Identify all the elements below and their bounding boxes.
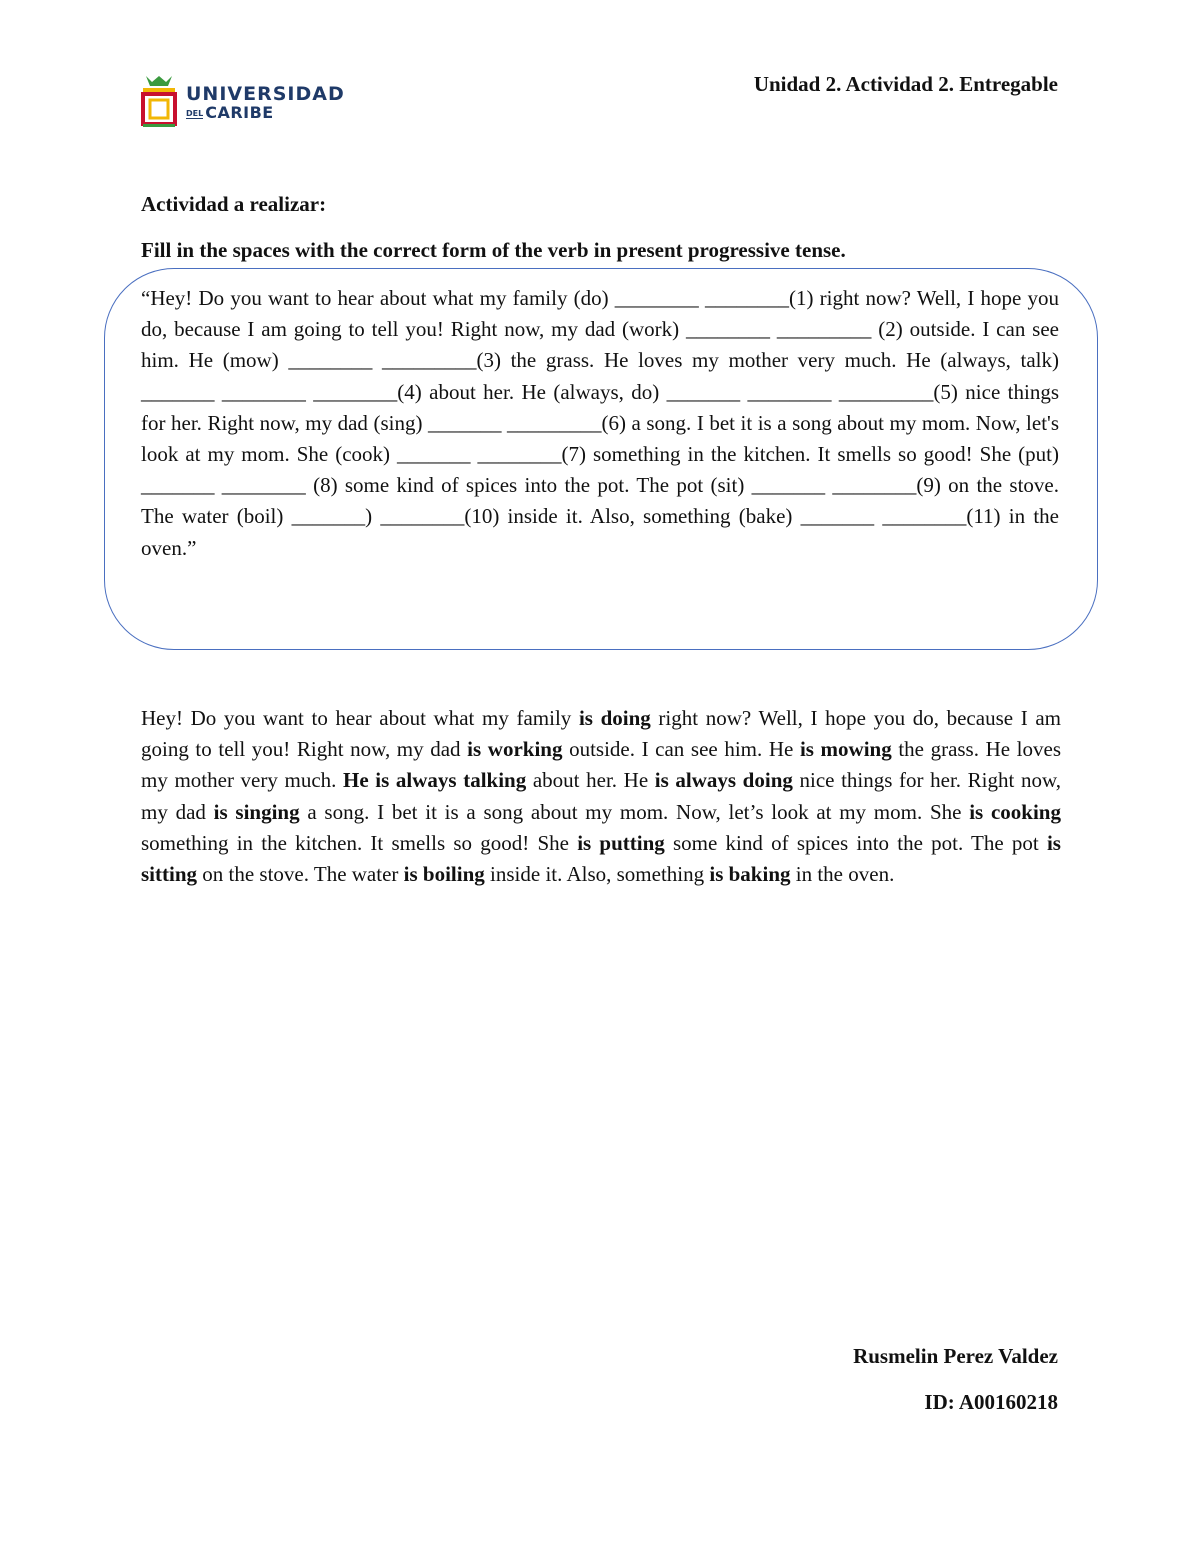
student-id: ID: A00160218 xyxy=(924,1390,1058,1414)
document-title: Unidad 2. Actividad 2. Entregable xyxy=(753,72,1058,96)
logo-line-1: UNIVERSIDAD xyxy=(186,83,345,105)
logo-line-2 xyxy=(186,104,345,123)
answer-text-segment: about her. He xyxy=(526,768,655,793)
answer-text-segment: inside it. Also, something xyxy=(484,862,710,887)
answer-verb: is putting xyxy=(577,830,665,855)
answer-verb: He is always talking xyxy=(343,768,527,793)
answer-verb: is sitting xyxy=(141,830,1061,887)
answer-verb: is singing xyxy=(213,799,300,824)
logo-del: DEL xyxy=(186,108,204,118)
answer-verb: is cooking xyxy=(969,799,1061,824)
answer-verb: is always doing xyxy=(654,768,793,793)
answer-text-segment: some kind of spices into the pot. The pot xyxy=(664,830,1047,855)
answer-text-segment: nice things for her. Right now, my dad xyxy=(141,768,1062,824)
answer-verb: is mowing xyxy=(799,737,892,762)
answer-text-segment: on the stove. The water xyxy=(197,862,404,887)
answer-text-segment: a song. I bet it is a song about my mom. Now, let’s look at my mom. She xyxy=(299,799,970,824)
author-name: Rusmelin Perez Valdez xyxy=(853,1344,1058,1368)
answer-text-segment: Hey! Do you want to hear about what my family xyxy=(141,706,579,730)
answer-verb: is baking xyxy=(709,862,791,887)
answer-text-segment: outside. I can see him. He xyxy=(562,737,800,762)
answer-verb: is working xyxy=(467,737,563,762)
answer-paragraph xyxy=(141,703,1061,890)
university-logo xyxy=(140,66,345,130)
answer-verb: is doing xyxy=(578,706,651,730)
university-logo-icon xyxy=(140,72,178,128)
exercise-text: “Hey! Do you want to hear about what my family (do) ________ ________(1) right now? Well, I hope you do, because I am going to tell you! Right now, my dad (work) ________ _________ (2) outside. I can see him. He (mow) ________ _________(3) the grass. He loves my mother very much. He (always, talk) _______ ________ ________(4) about her. He (always, do) _______ ________ _________(5) nice things for her. Right now, my dad (sing) _______ _________(6) a song. I bet it is a song about my mom. Now, let's look at my mom. She (cook) _______ ________(7) something in the kitchen. It smells so good! She (put) _______ ________ (8) some kind of spices into the pot. The pot (sit) _______ ________(9) on the stove. The water (boil) _______) ________(10) inside it. Also, something (bake) _______ ________(11) in the oven.” xyxy=(141,286,1059,560)
answer-text-segment: something in the kitchen. It smells so good! She xyxy=(141,830,578,855)
logo-caribe: CARIBE xyxy=(205,103,274,122)
activity-heading: Actividad a realizar: xyxy=(141,192,327,216)
activity-instructions: Fill in the spaces with the correct form of the verb in present progressive tense. xyxy=(141,238,846,262)
answer-text-segment: right now? Well, I hope you do, because I am going to tell you! Right now, my dad xyxy=(141,706,1061,762)
answer-verb: is boiling xyxy=(403,862,485,887)
answer-text-segment: the grass. He loves my mother very much. xyxy=(141,737,1061,793)
logo-wordmark xyxy=(186,84,345,123)
answer-text-segment: in the oven. xyxy=(790,862,895,887)
